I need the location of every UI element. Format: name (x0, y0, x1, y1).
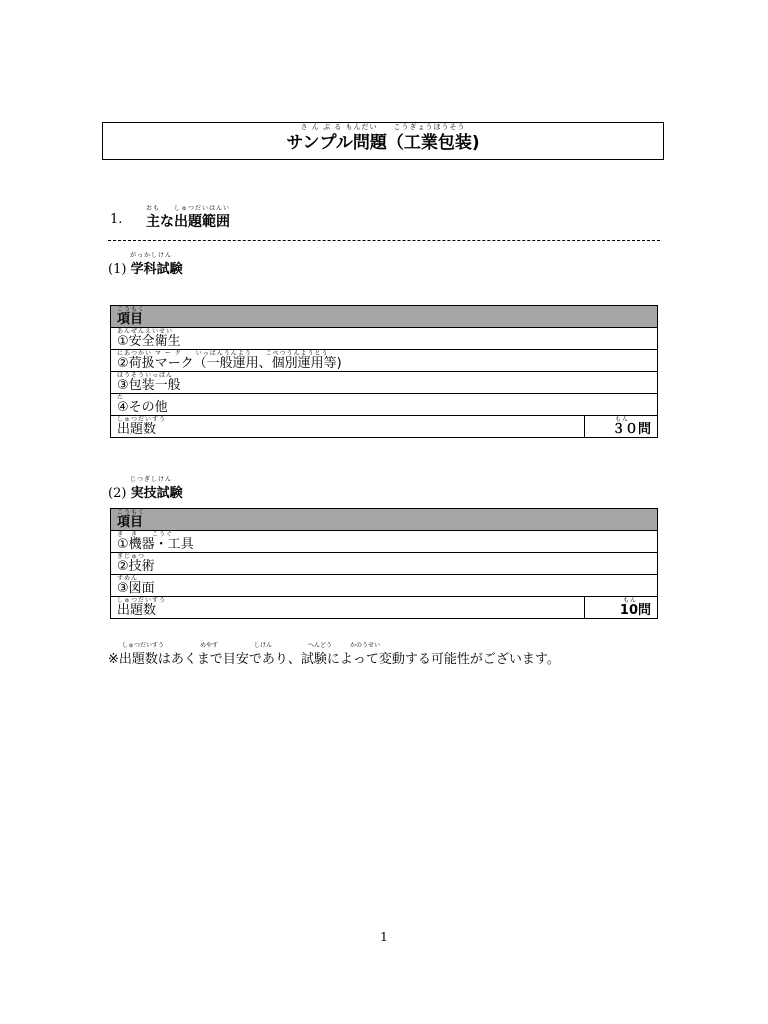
table-cell (111, 350, 658, 372)
practical-exam-label (108, 482, 183, 501)
header-label: 項目 (117, 515, 144, 530)
item-text: ②荷扱マーク（一般運用、個別運用等) (117, 356, 342, 371)
count-value: ３０問 (611, 422, 651, 437)
table-header-row (111, 509, 658, 531)
practical-label-prefix: (2) (108, 486, 127, 501)
table-count-row (111, 416, 658, 438)
item-text: ④その他 (117, 400, 168, 415)
document-title: サンプル問題（工業包装) (286, 133, 480, 153)
table-row (111, 350, 658, 372)
table-row (111, 328, 658, 350)
practical-label-text: 実技試験 (130, 486, 183, 501)
table-cell (111, 394, 658, 416)
count-value-ruby: もん (622, 597, 637, 604)
header-ruby: こうもく (117, 306, 146, 313)
item-text: ①安全衛生 (117, 334, 181, 349)
written-label-prefix: (1) (108, 262, 127, 277)
item-ruby: ずめん (117, 575, 139, 582)
table-cell (111, 328, 658, 350)
item-ruby: にあつかい マ ー ク いっぱんうんよう こべつうんようとう (117, 350, 329, 357)
count-ruby: しゅつだいすう (117, 597, 167, 604)
note-ruby: しゅつだいすう めやす しけん へんどう かのうせい (122, 642, 381, 649)
written-exam-label (108, 258, 183, 277)
item-ruby: ほうそういっぱん (117, 372, 174, 379)
count-label: 出題数 (117, 422, 157, 437)
item-text: ①機器・工具 (117, 537, 194, 552)
table-header-cell (111, 509, 658, 531)
title-ruby: さ ん ぷ る もんだい こうぎょうほうそう (300, 123, 466, 131)
count-label-cell (111, 597, 585, 619)
count-ruby: しゅつだいすう (117, 416, 167, 423)
table-row (111, 575, 658, 597)
written-label-text: 学科試験 (130, 262, 183, 277)
footnote: ※出題数はあくまで目安であり、試験によって変動する可能性がございます。 (108, 652, 560, 667)
table-row (111, 394, 658, 416)
section-number: 1. (110, 212, 123, 227)
section-heading: 主な出題範囲 (146, 214, 230, 230)
item-ruby: ぎじゅつ (117, 553, 146, 560)
section-heading-ruby: おも しゅつだいはんい (146, 205, 231, 212)
written-label-ruby: がっかしけん (130, 252, 173, 259)
item-ruby: き き こうぐ (117, 531, 174, 538)
table-row (111, 553, 658, 575)
count-value-ruby: もん (614, 416, 629, 423)
table-row (111, 372, 658, 394)
table-row (111, 531, 658, 553)
count-value-cell (585, 416, 658, 438)
header-ruby: こうもく (117, 509, 146, 516)
item-text: ③包装一般 (117, 378, 181, 393)
table-cell (111, 372, 658, 394)
item-ruby: た (117, 394, 125, 401)
count-label-cell (111, 416, 585, 438)
document-title-box (102, 122, 664, 160)
count-value-cell (585, 597, 658, 619)
header-label: 項目 (117, 312, 144, 327)
item-text: ②技術 (117, 559, 155, 574)
table-cell (111, 531, 658, 553)
table-cell (111, 575, 658, 597)
table-header-row (111, 306, 658, 328)
table-header-cell (111, 306, 658, 328)
dashed-divider (108, 240, 660, 241)
item-text: ③図面 (117, 581, 155, 596)
table-cell (111, 553, 658, 575)
written-exam-table (110, 305, 658, 438)
count-value: 10問 (619, 603, 651, 618)
page-number: 1 (380, 930, 388, 944)
practical-exam-table (110, 508, 658, 619)
practical-label-ruby: じつぎしけん (130, 476, 173, 483)
item-ruby: あんぜんえいせい (117, 328, 174, 335)
count-label: 出題数 (117, 603, 157, 618)
table-count-row (111, 597, 658, 619)
